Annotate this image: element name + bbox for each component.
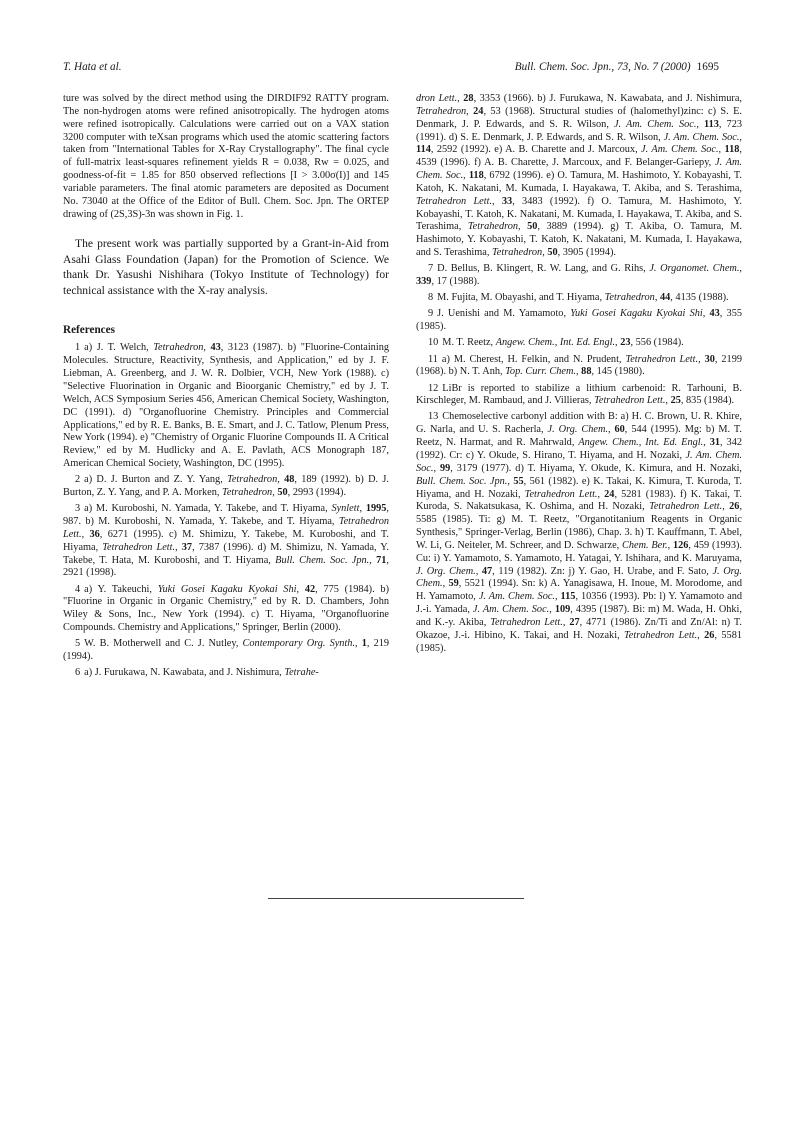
reference-1: 1 a) J. T. Welch, Tetrahedron, 43, 3123 (1987). b) "Fluorine-Containing Molecules. Structure, Reactivity, Synthesis, and Application," ed by J. F. Liebman, A. Greenberg, and J. W. R. Dolbier, VCH, New York (1988). c) "Selective Fluorination in Organic and Bioorganic Chemistry," ed by J. T. Welch, ACS Symposium Series 456, American Chemical Society, Washington, DC (1991). d) "Organofluorine Chemistry. Principles and Commercial Applications," ed by R. E. Banks, B. E. Smart, and J. C. Tatlow, Plenum Press, New York (1994). e) "Chemistry of Organic Fluorine Compounds II. A Critical Review," ed by M. Hudlicky and A. E. Pavlath, ACS Monograph 187, American Chemical Society, Washington, DC (1995). [63,342,389,470]
reference-8: 8 M. Fujita, M. Obayashi, and T. Hiyama, Tetrahedron, 44, 4135 (1988). [428,292,729,304]
references-list-right [416,93,742,656]
reference-9: 9 J. Uenishi and M. Yamamoto, Yuki Gosei Kagaku Kyokai Shi, 43, 355 (1985). [416,308,743,333]
reference-12: 12 LiBr is reported to stabilize a lithium carbenoid: R. Tarhouni, B. Kirschleger, M. Rambaud, and J. Villieras, Tetrahedron Lett., 25, 835 (1984). [416,382,742,407]
running-header-journal [515,60,719,74]
page-number: 1695 [696,61,719,73]
reference-2: 2 a) D. J. Burton and Z. Y. Yang, Tetrahedron, 48, 189 (1992). b) D. J. Burton, Z. Y. Yang, and P. A. Morken, Tetrahedron, 50, 2993 (1994). [63,474,389,499]
references-list-left [63,342,389,680]
end-rule [268,898,524,899]
left-column [63,93,389,683]
running-header-authors: T. Hata et al. [63,61,122,73]
acknowledgement-paragraph: The present work was partially supported by a Grant-in-Aid from Asahi Glass Foundation (Japan) for the Promotion of Science. We thank Dr. Yasushi Nishihara (Tokyo Institute of Technology) for technical assistance with the X-ray analysis. [63,237,389,297]
journal-citation: Bull. Chem. Soc. Jpn., 73, No. 7 (2000) [514,61,691,73]
reference-4: 4 a) Y. Takeuchi, Yuki Gosei Kagaku Kyokai Shi, 42, 775 (1984). b) "Fluorine in Organic in Organic Chemistry," ed by R. D. Chambers, John Wiley & Sons, Inc., New York (1994). c) T. Hiyama, "Organofluorine Compounds. Chemistry and Applications," Springer, Berlin (2000). [63,583,389,634]
reference-13: 13 Chemoselective carbonyl addition with B: a) H. C. Brown, U. R. Khire, G. Narla, and U. S. Racherla, J. Org. Chem., 60, 544 (1995). Mg: b) M. T. Reetz, N. Harmat, and R. Mahrwald, Angew. Chem., Int. Ed. Engl., 31, 342 (1992). Cr: c) Y. Okude, S. Hirano, T. Hiyama, and H. Nozaki, J. Am. Chem. Soc., 99, 3179 (1977). d) T. Hiyama, Y. Okude, K. Kimura, and H. Nozaki, Bull. Chem. Soc. Jpn., 55, 561 (1982). e) K. Takai, K. Kimura, T. Kuroda, T. Hiyama, and H. Nozaki, Tetrahedron Lett., 24, 5281 (1983). f) K. Takai, T. Kuroda, S. Nakatsukasa, K. Oshima, and H. Nozaki, Tetrahedron Lett., 26, 5585 (1985). Ti: g) M. T. Reetz, "Organotitanium Reagents in Organic Synthesis," Springer-Verlag, Berlin (1986), Chap. 3. h) T. Kauffmann, T. Abel, W. Li, G. Neiteler, M. Schreer, and D. Schwarze, Chem. Ber., 126, 459 (1993). Cu: i) Y. Yamamoto, S. Yamamoto, H. Yatagai, Y. Ishihara, and K. Maruyama, J. Org. Chem., 47, 119 (1982). Zn: j) Y. Gao, H. Urabe, and F. Sato, J. Org. Chem., 59, 5521 (1994). Sn: k) A. Yanagisawa, H. Inoue, M. Morodome, and H. Yamamoto, J. Am. Chem. Soc., 115, 10356 (1993). Pb: l) Y. Yamamoto and J.-i. Yamada, J. Am. Chem. Soc., 109, 4395 (1987). Bi: m) M. Wada, H. Ohki, and K.-y. Akiba, Tetrahedron Lett., 27, 4771 (1986). Zn/Ti and Zn/Al: n) T. Okazoe, J.-i. Hibino, K. Takai, and H. Nozaki, Tetrahedron Lett., 26, 5581 (1985). [416,411,743,654]
right-column [416,93,742,659]
references-heading: References [63,324,115,337]
reference-10: 10 M. T. Reetz, Angew. Chem., Int. Ed. Engl., 23, 556 (1984). [428,337,684,349]
reference-5: 5 W. B. Motherwell and C. J. Nutley, Contemporary Org. Synth., 1, 219 (1994). [63,638,390,663]
reference-6: dron Lett., 28, 3353 (1966). b) J. Furukawa, N. Kawabata, and J. Nishimura, Tetrahedron, 24, 53 (1968). Structural studies of (halomethyl)zinc: c) S. E. Denmark, J. P. Edwards, and S. R. Wilson, J. Am. Chem. Soc., 113, 723 (1991). d) S. E. Denmark, J. P. Edwards, and S. R. Wilson, J. Am. Chem. Soc., 114, 2592 (1992). e) A. B. Charette and J. Marcoux, J. Am. Chem. Soc., 118, 4539 (1996). f) A. B. Charette, J. Marcoux, and F. Belanger-Gariepy, J. Am. Chem. Soc., 118, 6792 (1996). e) O. Tamura, M. Hashimoto, Y. Kobayashi, T. Katoh, K. Nakatani, M. Kumada, I. Hayakawa, T. Akiba, and S. Terashima, Tetrahedron Lett., 33, 3483 (1992). f) O. Tamura, M. Hashimoto, Y. Kobayashi, T. Katoh, K. Nakatani, M. Kumada, I. Hayakawa, T. Akiba, and S. Terashima, Tetrahedron, 50, 3889 (1994). g) T. Akiba, O. Tamura, M. Hashimoto, Y. Kobayashi, T. Katoh, K. Nakatani, M. Kumada, I. Hayakawa, and S. Terashima, Tetrahedron, 50, 3905 (1994). [416,93,743,259]
experimental-paragraph: ture was solved by the direct method using the DIRDIF92 RATTY program. The non-hydrogen atoms were refined anisotropically. The hydrogen atoms were refined isotropically. Calculations were carried out on a VAX station 3200 computer with teXsan programs which used the atomic scattering factors taken from "International Tables for X-Ray Crystallography". The final cycle of full-matrix least-squares refinement yields R = 0.038, Rw = 0.025, and goodness-of-fit = 1.85 for 850 observed reflections [I > 3.00σ(I)] and 145 variable parameters. The final atomic parameters are deposited as Document No. 73040 at the Office of the Editor of Bull. Chem. Soc. Jpn. The ORTEP drawing of (2S,3S)-3n was shown in Fig. 1. [63,93,389,220]
reference-3: 3 a) M. Kuroboshi, N. Yamada, Y. Takebe, and T. Hiyama, Synlett, 1995, 987. b) M. Kuroboshi, N. Yamada, Y. Takebe, and T. Hiyama, Tetrahedron Lett., 36, 6271 (1995). c) M. Shimizu, Y. Takebe, M. Kuroboshi, and T. Hiyama, Tetrahedron Lett., 37, 7387 (1996). d) M. Shimizu, N. Yamada, Y. Takebe, T. Hata, M. Kuroboshi, and T. Hiyama, Bull. Chem. Soc. Jpn., 71, 2921 (1998). [63,503,389,579]
reference-6: 6 a) J. Furukawa, N. Kawabata, and J. Nishimura, Tetrahe- [75,667,319,679]
reference-7: 7 D. Bellus, B. Klingert, R. W. Lang, and G. Rihs, J. Organomet. Chem., 339, 17 (1988). [416,263,742,288]
reference-11: 11 a) M. Cherest, H. Felkin, and N. Prudent, Tetrahedron Lett., 30, 2199 (1968). b) N. T. Anh, Top. Curr. Chem., 88, 145 (1980). [416,353,742,378]
